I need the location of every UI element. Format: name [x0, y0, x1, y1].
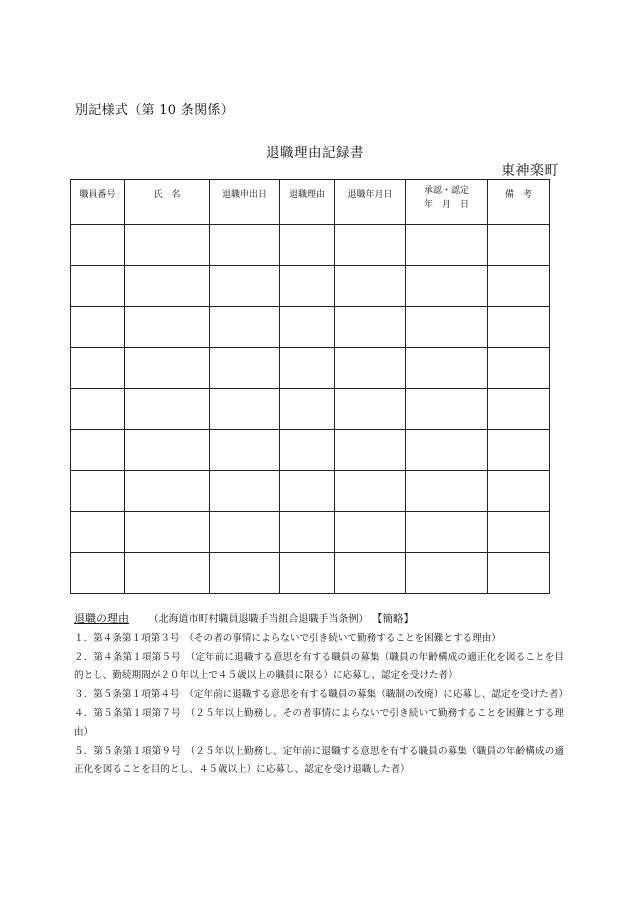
table-body	[71, 225, 550, 594]
table-cell[interactable]	[125, 430, 210, 471]
header-approval	[406, 180, 488, 225]
table-cell[interactable]	[406, 430, 488, 471]
table-row	[71, 553, 550, 594]
table-cell[interactable]	[488, 389, 550, 430]
table-cell[interactable]	[210, 348, 280, 389]
table-cell[interactable]	[210, 307, 280, 348]
table-cell[interactable]	[488, 348, 550, 389]
table-cell[interactable]	[210, 471, 280, 512]
header-reason: 退職理由	[280, 180, 335, 225]
table-cell[interactable]	[125, 266, 210, 307]
table-cell[interactable]	[210, 266, 280, 307]
table-cell[interactable]	[125, 471, 210, 512]
table-cell[interactable]	[406, 266, 488, 307]
table-cell[interactable]	[335, 348, 406, 389]
table-cell[interactable]	[210, 553, 280, 594]
header-name: 氏 名	[125, 180, 210, 225]
table-cell[interactable]	[488, 266, 550, 307]
note-item-1: １．第４条第１項第３号 （その者の事情によらないで引き続いて勤務することを困難とする理由）	[74, 632, 501, 644]
table-cell[interactable]	[335, 553, 406, 594]
table-cell[interactable]	[280, 553, 335, 594]
table-cell[interactable]	[71, 553, 125, 594]
table-cell[interactable]	[488, 225, 550, 266]
table-cell[interactable]	[210, 389, 280, 430]
table-cell[interactable]	[210, 225, 280, 266]
table-row	[71, 307, 550, 348]
retirement-reason-notes	[74, 610, 569, 780]
table-row	[71, 266, 550, 307]
table-cell[interactable]	[125, 512, 210, 553]
table-cell[interactable]	[280, 471, 335, 512]
table-cell[interactable]	[71, 471, 125, 512]
table-cell[interactable]	[125, 307, 210, 348]
table-cell[interactable]	[335, 266, 406, 307]
table-cell[interactable]	[125, 348, 210, 389]
table-cell[interactable]	[125, 553, 210, 594]
table-cell[interactable]	[71, 266, 125, 307]
table-cell[interactable]	[71, 389, 125, 430]
notes-heading	[74, 610, 564, 630]
table-cell[interactable]	[406, 307, 488, 348]
table-cell[interactable]	[406, 471, 488, 512]
table-cell[interactable]	[406, 348, 488, 389]
note-item-4: ４．第５条第１項第７号 （２５年以上勤務し、その者事情によらないで引き続いて勤務することを困難とする理由）	[74, 707, 564, 738]
table-row	[71, 389, 550, 430]
table-cell[interactable]	[71, 512, 125, 553]
table-cell[interactable]	[488, 471, 550, 512]
table-cell[interactable]	[71, 307, 125, 348]
table-cell[interactable]	[210, 512, 280, 553]
table-cell[interactable]	[280, 430, 335, 471]
table-cell[interactable]	[210, 430, 280, 471]
table-header-row	[71, 180, 550, 225]
table-cell[interactable]	[71, 430, 125, 471]
note-item-3: ３．第５条第１項第４号 （定年前に退職する意思を有する職員の募集（職制の改廃）に応募し、認定を受けた者）	[74, 689, 569, 701]
table-cell[interactable]	[280, 307, 335, 348]
notes-heading-title: 退職の理由	[74, 612, 129, 625]
table-cell[interactable]	[488, 307, 550, 348]
table-cell[interactable]	[335, 389, 406, 430]
town-name: 東神楽町	[501, 163, 559, 179]
table-row	[71, 348, 550, 389]
table-cell[interactable]	[280, 512, 335, 553]
table-cell[interactable]	[406, 553, 488, 594]
table-cell[interactable]	[406, 225, 488, 266]
table-row	[71, 225, 550, 266]
table-cell[interactable]	[280, 266, 335, 307]
table-row	[71, 430, 550, 471]
table-cell[interactable]	[125, 225, 210, 266]
table-cell[interactable]	[335, 307, 406, 348]
table-cell[interactable]	[280, 389, 335, 430]
table-cell[interactable]	[406, 389, 488, 430]
table-cell[interactable]	[71, 225, 125, 266]
header-employee-number: 職員番号	[71, 180, 125, 225]
table-cell[interactable]	[280, 348, 335, 389]
form-label: 別記様式（第 10 条関係）	[75, 103, 235, 118]
note-item-5: ５．第５条第１項第９号 （２５年以上勤務し、定年前に退職する意思を有する職員の募集（職員の年齢構成の適正化を図ることを目的とし、４５歳以上）に応募し、認定を受け退職した者）	[74, 745, 564, 776]
table-cell[interactable]	[335, 471, 406, 512]
table-row	[71, 512, 550, 553]
table-cell[interactable]	[71, 348, 125, 389]
header-retirement-date: 退職年月日	[335, 180, 406, 225]
table-cell[interactable]	[335, 225, 406, 266]
header-approval-date: 年 月 日	[423, 200, 469, 210]
notes-heading-abbrev: 【簡略】	[372, 613, 414, 625]
retirement-record-table	[70, 179, 550, 594]
table-cell[interactable]	[488, 512, 550, 553]
table-cell[interactable]	[488, 430, 550, 471]
note-item-2: ２．第４条第１項第５号 （定年前に退職する意思を有する職員の募集（職員の年齢構成の適正化を図ることを目的とし、勤続期間が２０年以上で４５歳以上の職員に限る）に応募し、認定を受けた者）	[74, 651, 564, 682]
table-cell[interactable]	[335, 430, 406, 471]
table-cell[interactable]	[406, 512, 488, 553]
header-request-date: 退職申出日	[210, 180, 280, 225]
table-cell[interactable]	[125, 389, 210, 430]
header-remarks: 備 考	[488, 180, 550, 225]
header-approval-label: 承認・認定	[423, 186, 469, 196]
table-row	[71, 471, 550, 512]
notes-heading-law: （北海道市町村職員退職手当組合退職手当条例）	[148, 614, 369, 625]
table-cell[interactable]	[488, 553, 550, 594]
table-cell[interactable]	[335, 512, 406, 553]
document-title: 退職理由記録書	[266, 145, 364, 161]
table-cell[interactable]	[280, 225, 335, 266]
